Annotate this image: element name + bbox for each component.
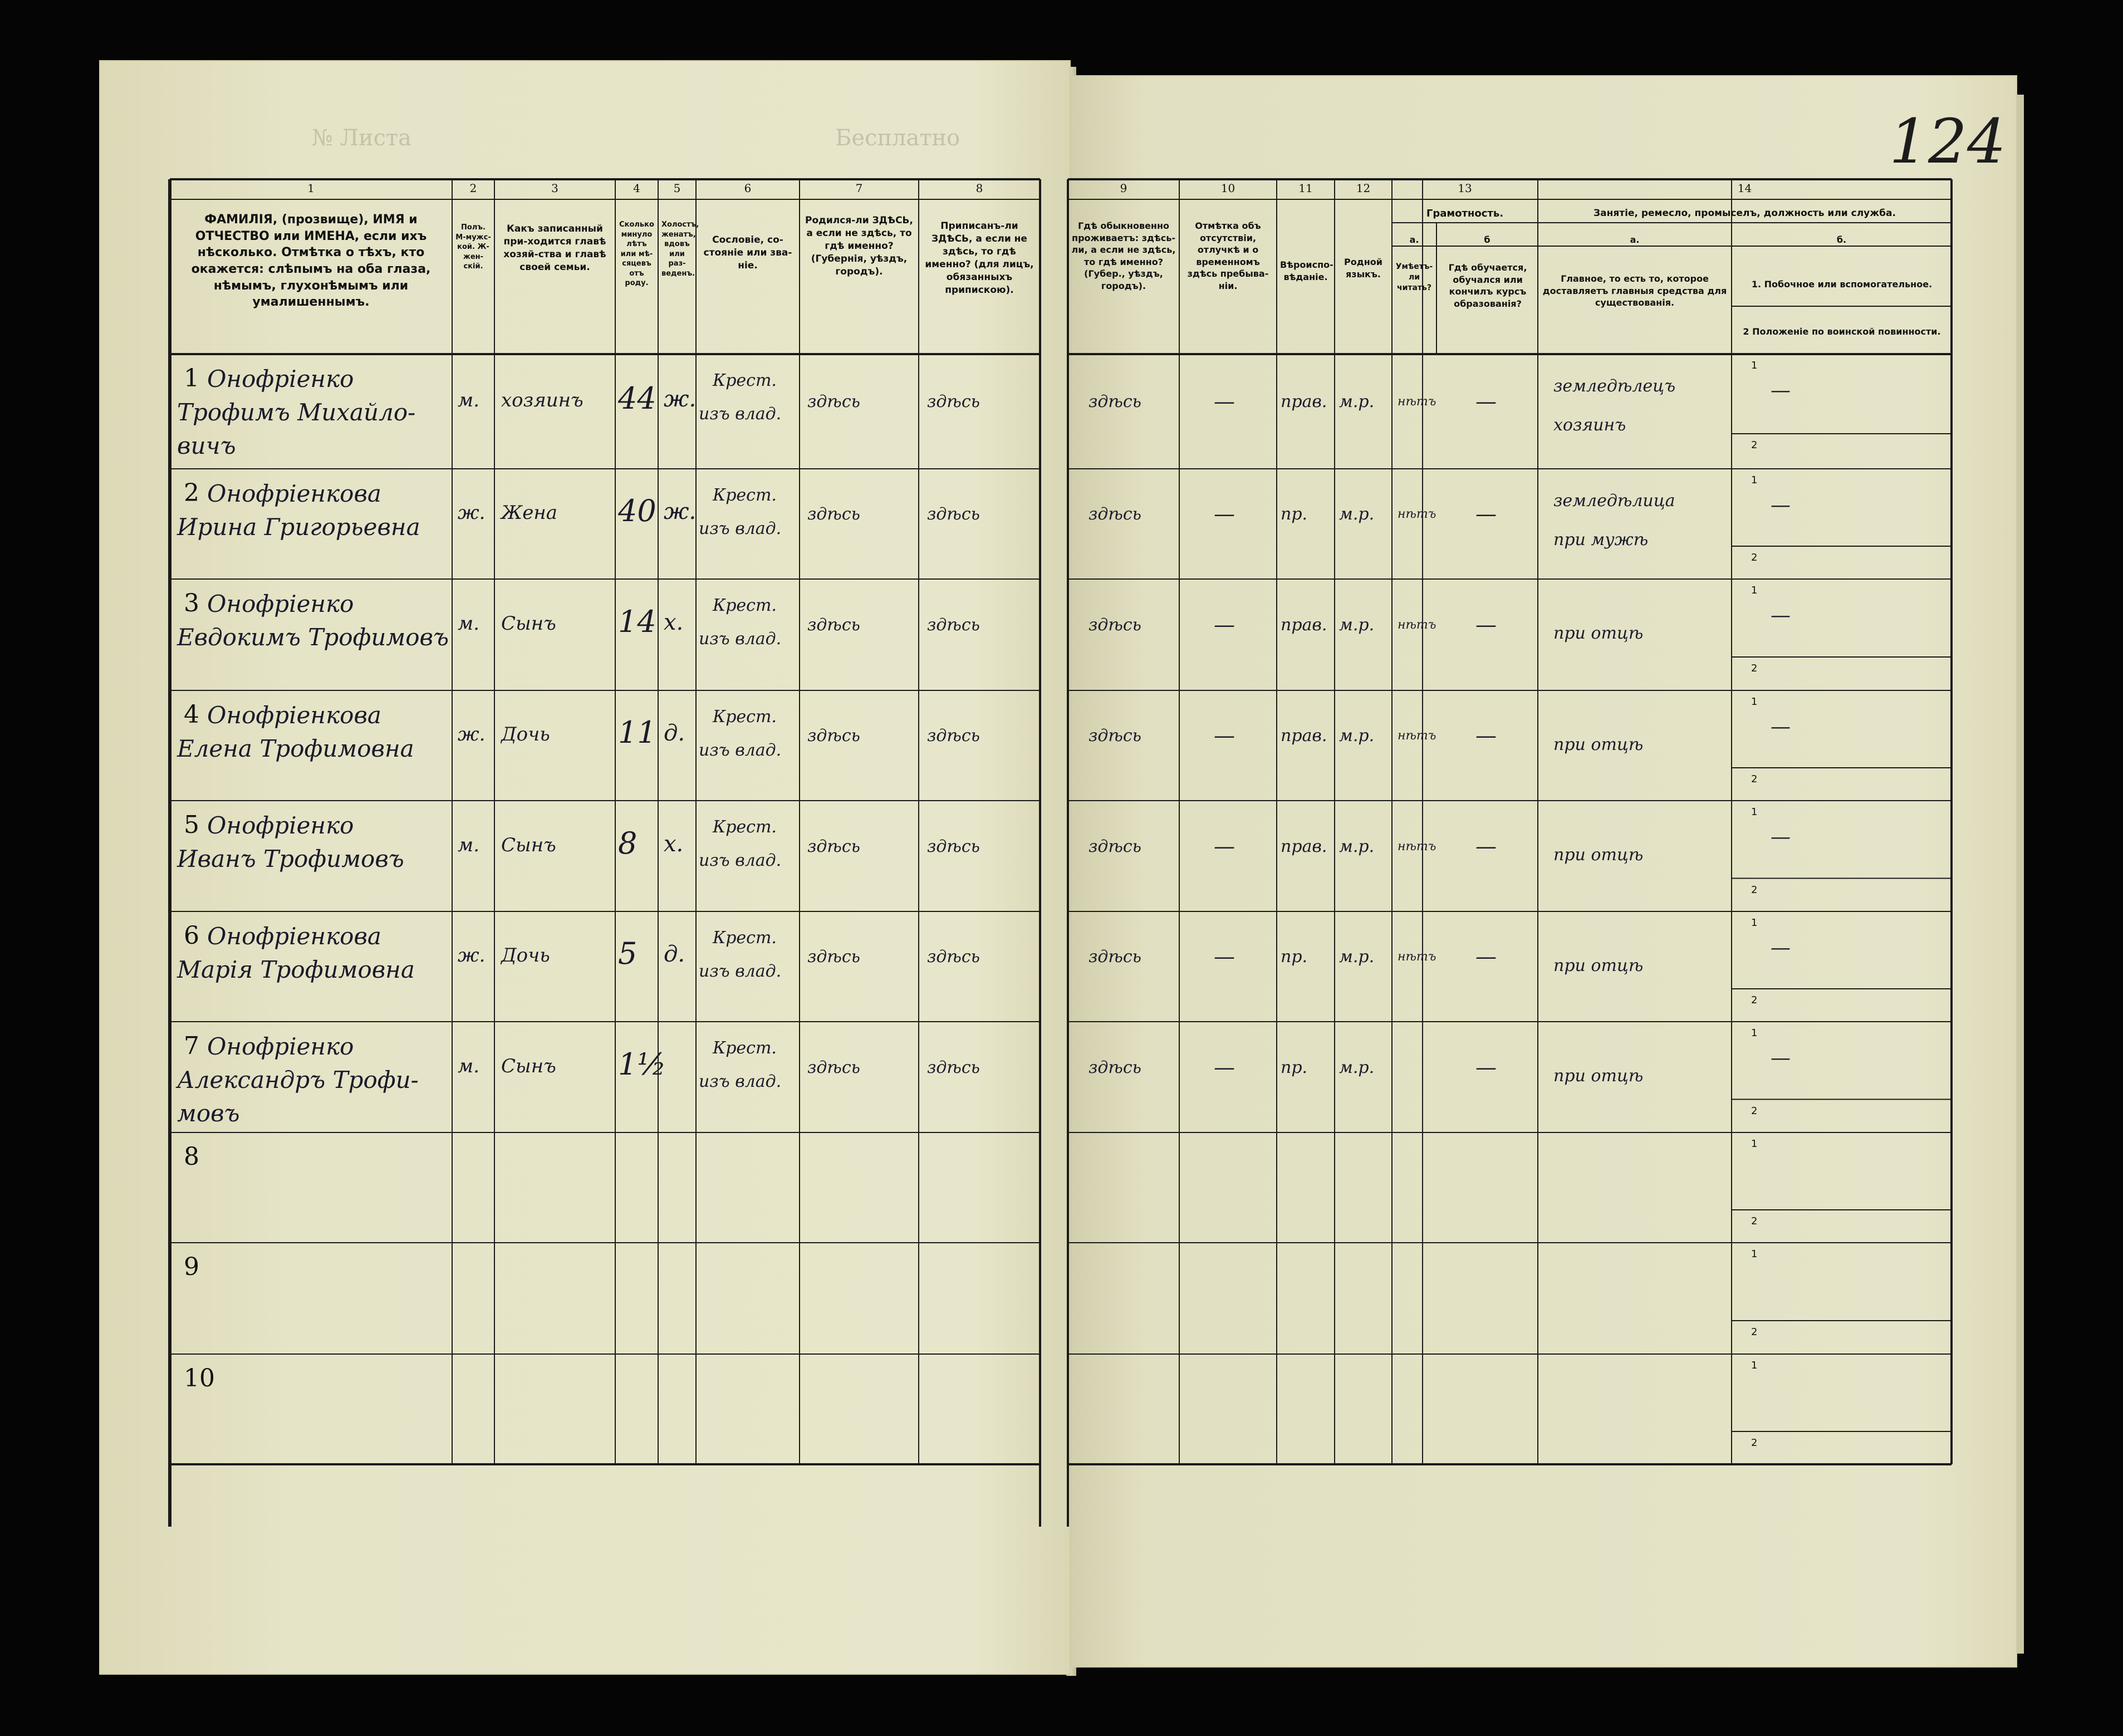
absence-value: — <box>1214 944 1235 969</box>
religion-value: прав. <box>1281 726 1327 746</box>
marital-value: д. <box>664 720 685 746</box>
row-number: 7 <box>184 1032 199 1060</box>
occupation-value: при отцѣ <box>1553 624 1644 643</box>
side-occupation-label: 1 <box>1751 1027 1758 1039</box>
page-number: 124 <box>1889 106 2006 177</box>
absence-value: — <box>1214 1055 1235 1080</box>
row-number: 1 <box>184 364 199 393</box>
column-number: 14 <box>1737 182 1752 195</box>
birthplace-value: здѣсь <box>807 1057 860 1077</box>
side-occupation-label: 1 <box>1751 917 1758 929</box>
person-name: Онофріенко <box>207 590 354 617</box>
marital-value: х. <box>664 610 684 635</box>
military-status-label: 2 <box>1751 994 1758 1006</box>
birthplace-value: здѣсь <box>807 947 860 967</box>
birthplace-value: здѣсь <box>807 726 860 746</box>
residence-value: здѣсь <box>1089 726 1141 746</box>
sex-value: м. <box>458 1055 479 1077</box>
reads-value: нѣтъ <box>1398 839 1436 854</box>
education-value: — <box>1475 723 1497 748</box>
sex-value: ж. <box>458 502 486 524</box>
sex-value: м. <box>458 833 479 856</box>
residence-value: здѣсь <box>1089 504 1141 524</box>
header-literacy-b-letter: б <box>1484 234 1490 245</box>
military-status-label: 2 <box>1751 1326 1758 1338</box>
column-number: 10 <box>1220 182 1235 195</box>
header-c1: ФАМИЛІЯ, (прозвище), ИМЯ и ОТЧЕСТВО или ИМЕНА, если ихъ нѣсколько. Отмѣтка о тѣхъ, кто окажется: слѣпымъ на оба глаза, нѣмымъ, глухонѣмымъ или умалишеннымъ. <box>191 213 431 310</box>
relation-value: Сынъ <box>501 612 556 635</box>
language-value: м.р. <box>1339 615 1375 635</box>
person-name: Онофріенкова <box>207 480 381 507</box>
person-name: Онофріенкова <box>207 702 381 729</box>
residence-value: здѣсь <box>1089 615 1141 635</box>
faint-price-label: Бесплатно <box>835 125 960 151</box>
occupation-value: земледѣлецъ <box>1553 376 1676 396</box>
person-name: Трофимъ Михайло- <box>177 399 416 426</box>
estate-value: Крест. <box>713 817 777 837</box>
column-number: 4 <box>633 182 640 195</box>
residence-value: здѣсь <box>1089 1057 1141 1077</box>
person-name: Онофріенкова <box>207 923 381 950</box>
header-c5: Холостъ, женатъ, вдовъ или раз-веденъ. <box>661 220 699 278</box>
age-value: 14 <box>618 604 656 639</box>
row-number: 2 <box>184 479 199 507</box>
person-name: Марія Трофимовна <box>177 956 415 983</box>
row-number: 8 <box>184 1142 199 1171</box>
absence-value: — <box>1214 389 1235 414</box>
registration-value: здѣсь <box>927 504 980 524</box>
marital-value: ж. <box>664 386 697 412</box>
absence-value: — <box>1214 833 1235 859</box>
person-name: Иванъ Трофимовъ <box>177 845 404 872</box>
side-occupation-label: 1 <box>1751 1138 1758 1150</box>
faint-sheet-label: № Листа <box>312 125 411 151</box>
column-number: 12 <box>1356 182 1371 195</box>
column-number: 5 <box>673 182 681 195</box>
registration-value: здѣсь <box>927 726 980 746</box>
language-value: м.р. <box>1339 1057 1375 1077</box>
religion-value: пр. <box>1281 947 1308 967</box>
side-occupation-value: — <box>1771 379 1791 402</box>
occupation-value: земледѣлица <box>1553 491 1675 511</box>
relation-value: Жена <box>501 502 557 524</box>
side-occupation-label: 1 <box>1751 696 1758 708</box>
birthplace-value: здѣсь <box>807 392 860 411</box>
reads-value: нѣтъ <box>1398 507 1436 521</box>
header-occupation: Занятіе, ремесло, промыселъ, должность или служба. <box>1594 208 1896 219</box>
military-status-label: 2 <box>1751 1105 1758 1117</box>
person-name: Онофріенко <box>207 812 354 839</box>
estate-value: Крест. <box>713 1038 777 1058</box>
education-value: — <box>1475 833 1497 859</box>
absence-value: — <box>1214 502 1235 526</box>
person-name: мовъ <box>177 1100 240 1127</box>
header-literacy-b: Гдѣ обучается, обучался или кончилъ курсъ образованія? <box>1448 262 1527 309</box>
education-value: — <box>1475 612 1497 637</box>
language-value: м.р. <box>1339 504 1375 524</box>
header-occupation-side: 1. Побочное или вспомогательное. <box>1751 279 1933 290</box>
age-value: 8 <box>618 825 638 861</box>
education-value: — <box>1475 944 1497 969</box>
relation-value: Дочь <box>501 944 550 967</box>
column-number: 9 <box>1120 182 1127 195</box>
column-number: 1 <box>307 182 315 195</box>
side-occupation-value: — <box>1771 715 1791 738</box>
estate-value: изъ влад. <box>699 741 782 760</box>
relation-value: Сынъ <box>501 833 556 856</box>
column-number: 3 <box>551 182 558 195</box>
person-name: Ирина Григорьевна <box>177 513 420 541</box>
header-occupation-main: Главное, то есть то, которое доставляетъ главныя средства для существованія. <box>1542 273 1727 308</box>
row-number: 5 <box>184 811 199 839</box>
estate-value: Крест. <box>713 707 777 727</box>
header-c9: Гдѣ обыкновенно проживаетъ: здѣсь-ли, а если не здѣсь, то гдѣ именно? (Губер., уѣздъ, городъ). <box>1071 220 1176 291</box>
person-name: Елена Трофимовна <box>177 735 414 762</box>
age-value: 11 <box>618 715 656 750</box>
side-occupation-label: 1 <box>1751 585 1758 596</box>
language-value: м.р. <box>1339 726 1375 746</box>
column-number: 2 <box>469 182 477 195</box>
row-number: 4 <box>184 700 199 729</box>
side-occupation-value: — <box>1771 1047 1791 1070</box>
birthplace-value: здѣсь <box>807 836 860 856</box>
column-number: 7 <box>855 182 863 195</box>
education-value: — <box>1475 1055 1497 1080</box>
language-value: м.р. <box>1339 392 1375 411</box>
side-occupation-label: 1 <box>1751 360 1758 371</box>
age-value: 1½ <box>618 1046 666 1082</box>
registration-value: здѣсь <box>927 615 980 635</box>
row-number: 6 <box>184 921 199 950</box>
side-occupation-label: 1 <box>1751 1248 1758 1260</box>
header-c8: Приписанъ-ли ЗДѢСЬ, а если не здѣсь, то гдѣ именно? (для лицъ, обязанныхъ припискою). <box>925 220 1034 296</box>
religion-value: пр. <box>1281 1057 1308 1077</box>
age-value: 40 <box>618 493 656 528</box>
religion-value: прав. <box>1281 615 1327 635</box>
absence-value: — <box>1214 612 1235 637</box>
military-status-label: 2 <box>1751 663 1758 674</box>
marital-value: х. <box>664 831 684 857</box>
person-name: Евдокимъ Трофимовъ <box>177 624 449 651</box>
header-c2: Полъ. М-мужс-кой. Ж-жен-скій. <box>455 223 491 271</box>
column-number: 11 <box>1298 182 1313 195</box>
header-c11: Вѣроиспо-вѣданіе. <box>1280 259 1333 282</box>
column-number: 6 <box>744 182 752 195</box>
estate-value: Крест. <box>713 596 777 615</box>
military-status-label: 2 <box>1751 1215 1758 1227</box>
registration-value: здѣсь <box>927 392 980 411</box>
row-number: 10 <box>184 1364 215 1392</box>
relation-value: хозяинъ <box>501 389 584 411</box>
estate-value: изъ влад. <box>699 629 782 649</box>
estate-value: изъ влад. <box>699 404 782 424</box>
header-c3: Какъ записанный при-ходится главѣ хозяй-ства и главѣ своей семьи. <box>503 223 606 273</box>
military-status-label: 2 <box>1751 884 1758 896</box>
header-c10: Отмѣтка объ отсутствіи, отлучкѣ и о временномъ здѣсь пребыва-ніи. <box>1187 220 1269 291</box>
person-name: Александръ Трофи- <box>177 1066 419 1093</box>
estate-value: Крест. <box>713 928 777 948</box>
marital-value: д. <box>664 941 685 967</box>
relation-value: Сынъ <box>501 1055 556 1077</box>
header-military-status: 2 Положеніе по воинской повинности. <box>1743 326 1941 337</box>
header-literacy: Грамотность. <box>1426 208 1504 219</box>
reads-value: нѣтъ <box>1398 950 1436 964</box>
military-status-label: 2 <box>1751 773 1758 785</box>
registration-value: здѣсь <box>927 836 980 856</box>
side-occupation-label: 1 <box>1751 806 1758 818</box>
row-number: 9 <box>184 1253 199 1281</box>
header-literacy-a: Умѣетъ-ли читать? <box>1395 262 1433 292</box>
estate-value: Крест. <box>713 486 777 505</box>
age-value: 5 <box>618 936 638 971</box>
estate-value: Крест. <box>713 371 777 390</box>
header-literacy-a-letter: а. <box>1409 234 1419 245</box>
occupation-value: при мужѣ <box>1553 530 1649 550</box>
side-occupation-value: — <box>1771 826 1791 849</box>
absence-value: — <box>1214 723 1235 748</box>
side-occupation-value: — <box>1771 494 1791 517</box>
person-name: Онофріенко <box>207 1033 354 1060</box>
residence-value: здѣсь <box>1089 392 1141 411</box>
residence-value: здѣсь <box>1089 836 1141 856</box>
estate-value: изъ влад. <box>699 851 782 870</box>
education-value: — <box>1475 502 1497 526</box>
estate-value: изъ влад. <box>699 962 782 981</box>
occupation-value: при отцѣ <box>1553 1066 1644 1086</box>
column-number: 13 <box>1458 182 1472 195</box>
age-value: 44 <box>618 381 656 416</box>
occupation-value: при отцѣ <box>1553 845 1644 865</box>
occupation-value: при отцѣ <box>1553 735 1644 754</box>
education-value: — <box>1475 389 1497 414</box>
header-c4: Сколько минуло лѣтъ или мѣ-сяцевъ отъ роду. <box>619 220 654 288</box>
religion-value: прав. <box>1281 392 1327 411</box>
row-number: 3 <box>184 589 199 617</box>
relation-value: Дочь <box>501 723 550 746</box>
birthplace-value: здѣсь <box>807 615 860 635</box>
header-c7: Родился-ли ЗДѢСЬ, а если не здѣсь, то гдѣ именно? (Губернія, уѣздъ, городъ). <box>805 215 913 277</box>
estate-value: изъ влад. <box>699 1072 782 1091</box>
language-value: м.р. <box>1339 836 1375 856</box>
sex-value: ж. <box>458 944 486 967</box>
sex-value: м. <box>458 389 479 411</box>
language-value: м.р. <box>1339 947 1375 967</box>
header-occupation-a-letter: а. <box>1630 234 1640 245</box>
side-occupation-label: 1 <box>1751 1360 1758 1371</box>
column-number: 8 <box>975 182 983 195</box>
side-occupation-label: 1 <box>1751 474 1758 486</box>
religion-value: прав. <box>1281 836 1327 856</box>
person-name: вичъ <box>177 432 236 459</box>
side-occupation-value: — <box>1771 604 1791 627</box>
estate-value: изъ влад. <box>699 519 782 538</box>
side-occupation-value: — <box>1771 936 1791 959</box>
sex-value: ж. <box>458 723 486 746</box>
marital-value: ж. <box>664 499 697 524</box>
header-c12: Родной языкъ. <box>1344 257 1382 279</box>
registration-value: здѣсь <box>927 1057 980 1077</box>
birthplace-value: здѣсь <box>807 504 860 524</box>
military-status-label: 2 <box>1751 1437 1758 1449</box>
residence-value: здѣсь <box>1089 947 1141 967</box>
reads-value: нѣтъ <box>1398 729 1436 743</box>
occupation-value: хозяинъ <box>1553 415 1626 435</box>
header-occupation-b-letter: б. <box>1836 234 1847 245</box>
registration-value: здѣсь <box>927 947 980 967</box>
military-status-label: 2 <box>1751 552 1758 563</box>
reads-value: нѣтъ <box>1398 395 1436 409</box>
reads-value: нѣтъ <box>1398 618 1436 632</box>
religion-value: пр. <box>1281 504 1308 524</box>
person-name: Онофріенко <box>207 365 354 393</box>
occupation-value: при отцѣ <box>1553 956 1644 975</box>
header-c6: Сословіе, со-стояніе или зва-ніе. <box>703 234 792 271</box>
military-status-label: 2 <box>1751 439 1758 451</box>
sex-value: м. <box>458 612 479 635</box>
